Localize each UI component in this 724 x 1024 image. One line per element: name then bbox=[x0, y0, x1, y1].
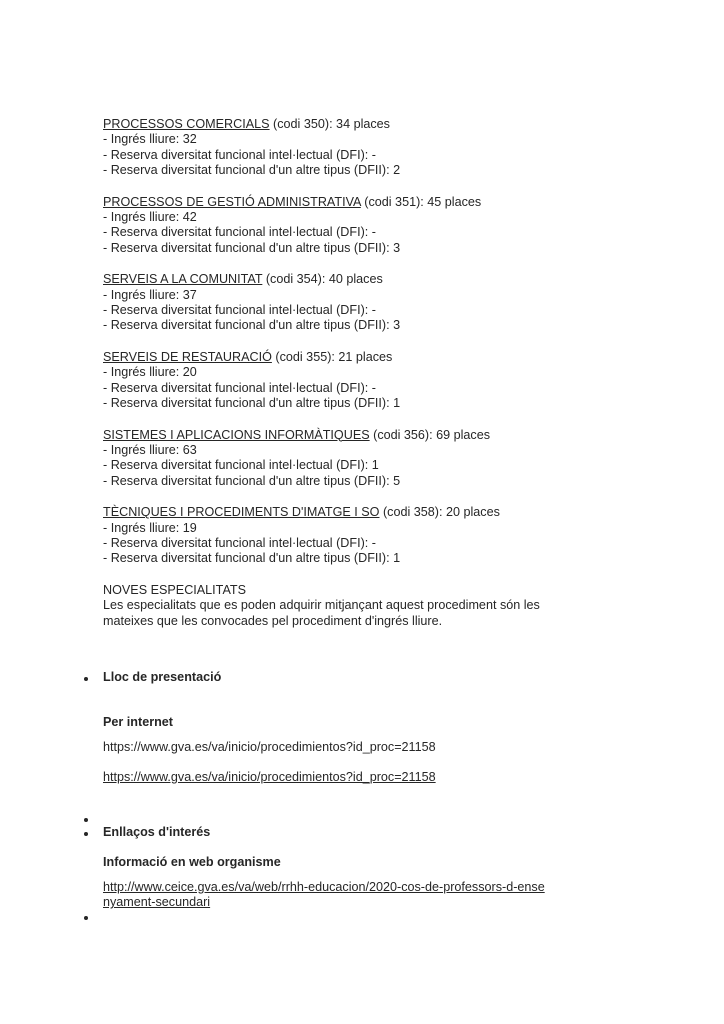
speciality-line: - Reserva diversitat funcional intel·lectual (DFI): - bbox=[103, 380, 376, 395]
speciality-line: - Reserva diversitat funcional d'un altre tipus (DFII): 5 bbox=[103, 473, 401, 488]
bullet-icon bbox=[84, 818, 88, 822]
speciality-name-link[interactable]: PROCESSOS DE GESTIÓ ADMINISTRATIVA bbox=[103, 194, 361, 209]
speciality-name-link[interactable]: PROCESSOS COMERCIALS bbox=[103, 117, 270, 131]
speciality-line: - Reserva diversitat funcional d'un altre tipus (DFII): 3 bbox=[103, 318, 401, 333]
bullet-icon bbox=[84, 916, 88, 920]
speciality-line: - Reserva diversitat funcional d'un altre tipus (DFII): 3 bbox=[103, 240, 401, 255]
procedure-url-link[interactable]: https://www.gva.es/va/inicio/procedimientos?id_proc=21158 bbox=[103, 770, 436, 784]
bullet-icon bbox=[84, 832, 88, 836]
speciality-line: - Ingrés lliure: 20 bbox=[103, 365, 197, 380]
speciality-line: - Ingrés lliure: 19 bbox=[103, 520, 197, 535]
speciality-block bbox=[103, 117, 623, 179]
speciality-line: - Reserva diversitat funcional intel·lectual (DFI): - bbox=[103, 535, 376, 550]
submission-place-title: Lloc de presentació bbox=[103, 670, 222, 684]
speciality-block bbox=[103, 272, 623, 334]
speciality-name-link[interactable]: SERVEIS A LA COMUNITAT bbox=[103, 272, 263, 287]
bullet-icon bbox=[84, 677, 88, 681]
new-specialities-title: NOVES ESPECIALITATS bbox=[103, 582, 247, 597]
speciality-heading bbox=[103, 195, 623, 210]
speciality-block bbox=[103, 505, 623, 567]
speciality-line: - Ingrés lliure: 32 bbox=[103, 132, 197, 147]
speciality-line: - Reserva diversitat funcional d'un altre tipus (DFII): 1 bbox=[103, 396, 401, 411]
speciality-line: - Reserva diversitat funcional d'un altre tipus (DFII): 2 bbox=[103, 163, 401, 178]
speciality-line: - Ingrés lliure: 37 bbox=[103, 287, 197, 302]
speciality-block bbox=[103, 195, 623, 257]
procedure-url-text: https://www.gva.es/va/inicio/procedimientos?id_proc=21158 bbox=[103, 740, 436, 754]
speciality-heading bbox=[103, 505, 623, 520]
new-specialities-text: Les especialitats que es poden adquirir mitjançant aquest procediment són les mateixes que les convocades pel procediment d'ingrés lliure. bbox=[103, 598, 540, 628]
speciality-line: - Reserva diversitat funcional intel·lectual (DFI): 1 bbox=[103, 458, 379, 473]
new-specialities-section bbox=[103, 583, 623, 629]
links-of-interest-title: Enllaços d'interés bbox=[103, 825, 211, 839]
speciality-line: - Reserva diversitat funcional d'un altre tipus (DFII): 1 bbox=[103, 551, 401, 566]
speciality-code-places: (codi 351): 45 places bbox=[360, 194, 482, 209]
speciality-line: - Reserva diversitat funcional intel·lectual (DFI): - bbox=[103, 225, 376, 240]
speciality-code-places: (codi 356): 69 places bbox=[369, 427, 491, 442]
speciality-heading bbox=[103, 350, 623, 365]
speciality-line: - Ingrés lliure: 63 bbox=[103, 442, 197, 457]
organism-web-link[interactable]: http://www.ceice.gva.es/va/web/rrhh-educacion/2020-cos-de-professors-d-ensenyament-secundari bbox=[103, 880, 545, 910]
speciality-block bbox=[103, 350, 623, 412]
specialities-list bbox=[103, 117, 623, 629]
speciality-line: - Ingrés lliure: 42 bbox=[103, 210, 197, 225]
speciality-block bbox=[103, 428, 623, 490]
speciality-heading bbox=[103, 428, 623, 443]
speciality-name-link[interactable]: TÈCNIQUES I PROCEDIMENTS D'IMATGE I SO bbox=[103, 505, 380, 520]
speciality-code-places: (codi 358): 20 places bbox=[379, 505, 500, 520]
speciality-name-link[interactable]: SISTEMES I APLICACIONS INFORMÀTIQUES bbox=[103, 427, 370, 442]
speciality-code-places: (codi 355): 21 places bbox=[271, 349, 393, 364]
organism-web-subtitle: Informació en web organisme bbox=[103, 855, 281, 869]
speciality-heading bbox=[103, 117, 623, 132]
speciality-code-places: (codi 354): 40 places bbox=[262, 272, 383, 287]
internet-subtitle: Per internet bbox=[103, 715, 173, 729]
speciality-name-link[interactable]: SERVEIS DE RESTAURACIÓ bbox=[103, 349, 272, 364]
speciality-heading bbox=[103, 272, 623, 287]
speciality-line: - Reserva diversitat funcional intel·lectual (DFI): - bbox=[103, 147, 376, 162]
speciality-code-places: (codi 350): 34 places bbox=[269, 117, 390, 131]
speciality-line: - Reserva diversitat funcional intel·lectual (DFI): - bbox=[103, 303, 376, 318]
